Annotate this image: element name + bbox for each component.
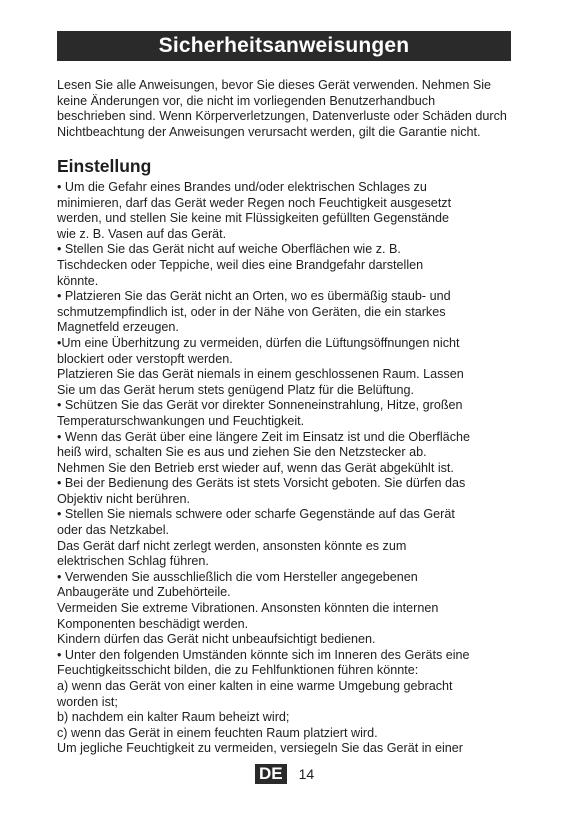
text-line: Kindern dürfen das Gerät nicht unbeaufsichtigt bedienen. <box>57 632 376 647</box>
text-line: Vermeiden Sie extreme Vibrationen. Ansonsten könnten die internen <box>57 601 439 616</box>
text-line: Nehmen Sie den Betrieb erst wieder auf, wenn das Gerät abgekühlt ist. <box>57 460 454 475</box>
text-line: Sie um das Gerät herum stets genügend Platz für die Belüftung. <box>57 382 415 397</box>
text-line: Komponenten beschädigt werden. <box>57 616 249 631</box>
text-line: Platzieren Sie das Gerät niemals in einem geschlossenen Raum. Lassen <box>57 367 464 382</box>
text-line: • Stellen Sie das Gerät nicht auf weiche Oberflächen wie z. B. <box>57 242 401 257</box>
text-line: • Bei der Bedienung des Geräts ist stets Vorsicht geboten. Sie dürfen das <box>57 476 466 491</box>
text-line: • Stellen Sie niemals schwere oder scharfe Gegenstände auf das Gerät <box>57 507 455 522</box>
page-footer <box>255 764 314 784</box>
text-line: werden, und stellen Sie keine mit Flüssigkeiten gefüllten Gegenstände <box>57 211 450 226</box>
text-line: wie z. B. Vasen auf das Gerät. <box>57 226 227 241</box>
text-line: worden ist; <box>57 694 118 709</box>
text-line: oder das Netzkabel. <box>57 523 170 538</box>
text-line: Das Gerät darf nicht zerlegt werden, ansonsten könnte es zum <box>57 538 407 553</box>
text-line: Anbaugeräte und Zubehörteile. <box>57 585 231 600</box>
text-line: b) nachdem ein kalter Raum beheizt wird; <box>57 710 290 725</box>
text-line: Tischdecken oder Teppiche, weil dies eine Brandgefahr darstellen <box>57 257 424 272</box>
text-line: elektrischen Schlag führen. <box>57 554 209 569</box>
text-line: • Platzieren Sie das Gerät nicht an Orten, wo es übermäßig staub- und <box>57 289 451 304</box>
page-title: Sicherheitsanweisungen <box>57 31 511 61</box>
text-line: heiß wird, schalten Sie es aus und ziehen Sie den Netzstecker ab. <box>57 445 427 460</box>
text-line: Magnetfeld erzeugen. <box>57 320 179 335</box>
text-line: •Um eine Überhitzung zu vermeiden, dürfen die Lüftungsöffnungen nicht <box>57 335 460 350</box>
section-heading: Einstellung <box>57 156 152 176</box>
text-line: c) wenn das Gerät in einem feuchten Raum platziert wird. <box>57 725 378 740</box>
text-line: Um jegliche Feuchtigkeit zu vermeiden, versiegeln Sie das Gerät in einer <box>57 741 463 756</box>
text-line: schmutzempfindlich ist, oder in der Nähe von Geräten, die ein starkes <box>57 304 446 319</box>
language-badge: DE <box>255 764 287 784</box>
text-line: a) wenn das Gerät von einer kalten in eine warme Umgebung gebracht <box>57 679 453 693</box>
page-number: 14 <box>298 766 315 782</box>
text-line: • Um die Gefahr eines Brandes und/oder elektrischen Schlages zu <box>57 180 427 194</box>
text-line: • Verwenden Sie ausschließlich die vom Hersteller angegebenen <box>57 569 418 584</box>
text-line: Feuchtigkeitsschicht bilden, die zu Fehlfunktionen führen könnte: <box>57 663 419 678</box>
text-line: Temperaturschwankungen und Feuchtigkeit. <box>57 413 305 428</box>
text-line: • Unter den folgenden Umständen könnte sich im Inneren des Geräts eine <box>57 647 470 662</box>
text-line: minimieren, darf das Gerät weder Regen noch Feuchtigkeit ausgesetzt <box>57 195 452 210</box>
intro-paragraph: Lesen Sie alle Anweisungen, bevor Sie dieses Gerät verwenden. Nehmen Sie keine Änderungen vor, die nicht im vorliegenden Benutzerhandbuch beschrieben sind. Wenn Körperverletzungen, Datenverluste oder Schäden durch Nichtbeachtung der Anweisungen verursacht werden, gilt die Garantie nicht. <box>57 78 507 139</box>
text-line: • Wenn das Gerät über eine längere Zeit im Einsatz ist und die Oberfläche <box>57 429 470 444</box>
text-line: könnte. <box>57 273 99 288</box>
text-line: blockiert oder verstopft werden. <box>57 351 233 366</box>
instruction-list <box>57 180 513 757</box>
text-line: • Schützen Sie das Gerät vor direkter Sonneneinstrahlung, Hitze, großen <box>57 398 463 413</box>
text-line: Objektiv nicht berühren. <box>57 491 191 506</box>
